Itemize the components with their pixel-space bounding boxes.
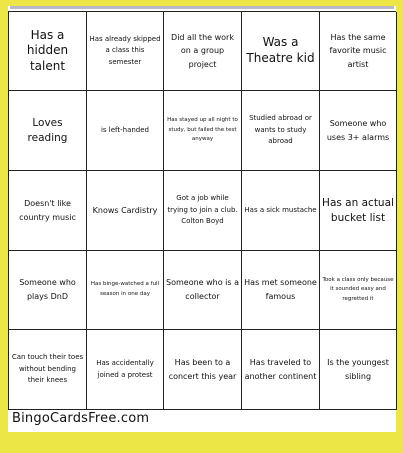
bingo-cell[interactable]: Has the same favorite music artist bbox=[320, 12, 397, 91]
bingo-cell[interactable]: Has been to a concert this year bbox=[164, 330, 242, 410]
site-credit: BingoCardsFree.com bbox=[12, 411, 150, 426]
bingo-cell[interactable]: Someone who plays DnD bbox=[9, 251, 87, 330]
bingo-cell[interactable]: Has a sick mustache bbox=[242, 171, 320, 251]
bingo-card bbox=[8, 6, 396, 432]
bingo-grid bbox=[8, 11, 396, 410]
bingo-cell[interactable]: Did all the work on a group project bbox=[164, 12, 242, 91]
bingo-cell[interactable]: Studied abroad or wants to study abroad bbox=[242, 91, 320, 171]
bingo-cell[interactable]: is left-handed bbox=[87, 91, 164, 171]
bingo-cell[interactable]: Was a Theatre kid bbox=[242, 12, 320, 91]
bingo-cell[interactable]: Has met someone famous bbox=[242, 251, 320, 330]
bingo-cell[interactable]: Loves reading bbox=[9, 91, 87, 171]
bingo-cell[interactable]: Has binge-watched a full season in one day bbox=[87, 251, 164, 330]
bingo-cell[interactable]: Has already skipped a class this semester bbox=[87, 12, 164, 91]
top-divider bbox=[10, 6, 394, 9]
bingo-cell[interactable]: Someone who is a collector bbox=[164, 251, 242, 330]
bingo-cell[interactable]: Doesn't like country music bbox=[9, 171, 87, 251]
bingo-cell[interactable]: Took a class only because it sounded easy and regretted it bbox=[320, 251, 397, 330]
bingo-cell[interactable]: Is the youngest sibling bbox=[320, 330, 397, 410]
bingo-cell[interactable]: Has stayed up all night to study, but failed the test anyway bbox=[164, 91, 242, 171]
bingo-cell[interactable]: Someone who uses 3+ alarms bbox=[320, 91, 397, 171]
bingo-cell[interactable]: Can touch their toes without bending their knees bbox=[9, 330, 87, 410]
bingo-cell[interactable]: Got a job while trying to join a club. Colton Boyd bbox=[164, 171, 242, 251]
bingo-cell[interactable]: Has traveled to another continent bbox=[242, 330, 320, 410]
bingo-cell[interactable]: Has accidentally joined a protest bbox=[87, 330, 164, 410]
bingo-cell[interactable]: Has a hidden talent bbox=[9, 12, 87, 91]
bingo-cell[interactable]: Has an actual bucket list bbox=[320, 171, 397, 251]
bingo-cell[interactable]: Knows Cardistry bbox=[87, 171, 164, 251]
